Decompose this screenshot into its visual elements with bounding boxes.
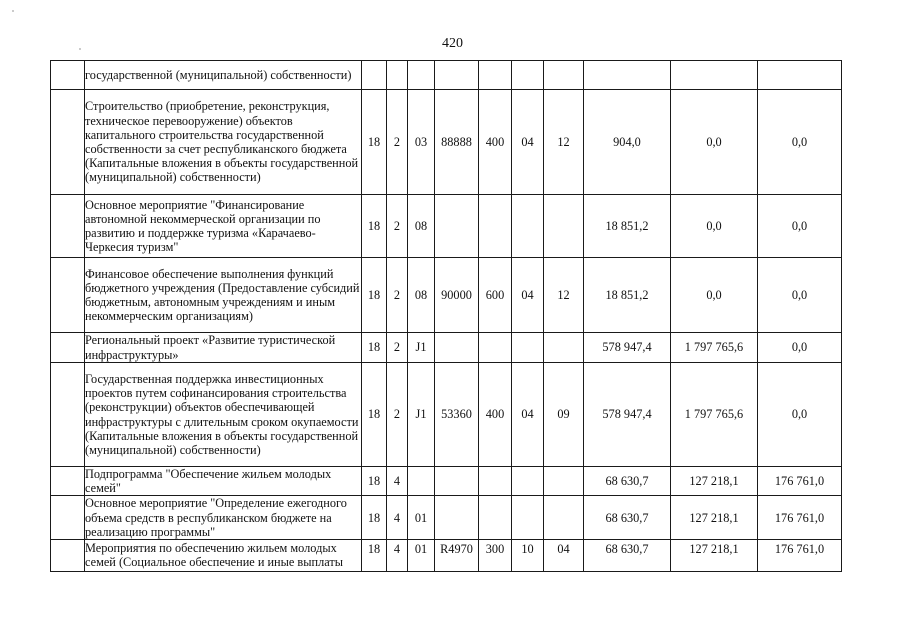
code-ministry: 18: [362, 496, 387, 540]
code-activity: J1: [408, 333, 435, 363]
table-row: [51, 61, 842, 90]
amount-year-1: 68 630,7: [584, 467, 671, 496]
code-subprogram: [387, 61, 408, 90]
code-direction: 88888: [435, 90, 479, 195]
code-section: [512, 61, 544, 90]
amount-year-2: 127 218,1: [671, 540, 758, 572]
row-description: Подпрограмма "Обеспечение жильем молодых семей": [85, 467, 362, 496]
code-ministry: [362, 61, 387, 90]
amount-year-2: 0,0: [671, 90, 758, 195]
row-description: Государственная поддержка инвестиционных проектов путем софинансирования строительства (реконструкции) объектов обеспечивающей инфраструктуры с длительным сроком окупаемости (Капитальные вложения в объекты государственной (муниципальной) собственности): [85, 363, 362, 467]
row-description: государственной (муниципальной) собственности): [85, 61, 362, 90]
code-subsection: [544, 496, 584, 540]
code-expense-type: [479, 467, 512, 496]
code-subprogram: 2: [387, 90, 408, 195]
amount-year-3: 0,0: [758, 363, 842, 467]
amount-year-1: [584, 61, 671, 90]
code-subsection: 09: [544, 363, 584, 467]
code-direction: 53360: [435, 363, 479, 467]
amount-year-1: 18 851,2: [584, 258, 671, 333]
blank-cell: [51, 496, 85, 540]
table-row: [51, 363, 842, 467]
code-section: 04: [512, 363, 544, 467]
table-row: [51, 90, 842, 195]
scan-speck: [12, 10, 14, 12]
code-section: [512, 333, 544, 363]
code-subprogram: 2: [387, 195, 408, 258]
code-subprogram: 4: [387, 540, 408, 572]
code-ministry: 18: [362, 258, 387, 333]
amount-year-2: 0,0: [671, 195, 758, 258]
code-ministry: 18: [362, 195, 387, 258]
row-description: Строительство (приобретение, реконструкция, техническое перевооружение) объектов капитального строительства государственной собственности за счет республиканского бюджета (Капитальные вложения в объекты государственной (муниципальной) собственности): [85, 90, 362, 195]
code-activity: 08: [408, 195, 435, 258]
table-row: [51, 496, 842, 540]
amount-year-3: 0,0: [758, 90, 842, 195]
blank-cell: [51, 333, 85, 363]
code-section: [512, 467, 544, 496]
code-ministry: 18: [362, 333, 387, 363]
code-ministry: 18: [362, 540, 387, 572]
amount-year-3: 176 761,0: [758, 540, 842, 572]
code-section: 04: [512, 258, 544, 333]
code-direction: [435, 496, 479, 540]
row-description: Финансовое обеспечение выполнения функций бюджетного учреждения (Предоставление субсидий бюджетным, автономным учреждениям и иным некоммерческим организациям): [85, 258, 362, 333]
blank-cell: [51, 467, 85, 496]
amount-year-1: 904,0: [584, 90, 671, 195]
amount-year-2: 127 218,1: [671, 496, 758, 540]
table-row: [51, 333, 842, 363]
row-description: Основное мероприятие "Определение ежегодного объема средств в республиканском бюджете на реализацию программы": [85, 496, 362, 540]
amount-year-3: 0,0: [758, 333, 842, 363]
code-ministry: 18: [362, 90, 387, 195]
code-subsection: [544, 333, 584, 363]
code-subsection: 12: [544, 258, 584, 333]
code-activity: [408, 467, 435, 496]
code-direction: [435, 467, 479, 496]
code-expense-type: [479, 333, 512, 363]
code-expense-type: 400: [479, 90, 512, 195]
amount-year-2: 0,0: [671, 258, 758, 333]
code-activity: J1: [408, 363, 435, 467]
amount-year-2: 127 218,1: [671, 467, 758, 496]
table-row: [51, 258, 842, 333]
code-activity: [408, 61, 435, 90]
code-section: 10: [512, 540, 544, 572]
blank-cell: [51, 363, 85, 467]
code-activity: 01: [408, 540, 435, 572]
code-section: [512, 496, 544, 540]
budget-table: [50, 60, 842, 572]
code-subsection: [544, 467, 584, 496]
page-number: 420: [442, 36, 463, 51]
amount-year-2: [671, 61, 758, 90]
blank-cell: [51, 258, 85, 333]
amount-year-3: [758, 61, 842, 90]
amount-year-1: 578 947,4: [584, 363, 671, 467]
code-subprogram: 4: [387, 467, 408, 496]
code-activity: 03: [408, 90, 435, 195]
code-direction: [435, 195, 479, 258]
code-section: 04: [512, 90, 544, 195]
amount-year-2: 1 797 765,6: [671, 333, 758, 363]
amount-year-1: 68 630,7: [584, 540, 671, 572]
row-description: Основное мероприятие "Финансирование автономной некоммерческой организации по развитию и поддержке туризма «Карачаево-Черкесия туризм": [85, 195, 362, 258]
table-row: [51, 540, 842, 572]
row-description: Мероприятия по обеспечению жильем молодых семей (Социальное обеспечение и иные выплаты: [85, 540, 362, 572]
table-row: [51, 195, 842, 258]
blank-cell: [51, 195, 85, 258]
scan-speck: [79, 48, 81, 50]
blank-cell: [51, 90, 85, 195]
code-direction: [435, 61, 479, 90]
code-subprogram: 2: [387, 363, 408, 467]
code-section: [512, 195, 544, 258]
blank-cell: [51, 540, 85, 572]
code-ministry: 18: [362, 363, 387, 467]
code-direction: [435, 333, 479, 363]
code-subprogram: 2: [387, 333, 408, 363]
table-row: [51, 467, 842, 496]
code-expense-type: 600: [479, 258, 512, 333]
code-subsection: [544, 195, 584, 258]
code-subprogram: 2: [387, 258, 408, 333]
code-expense-type: 300: [479, 540, 512, 572]
code-direction: R4970: [435, 540, 479, 572]
code-expense-type: [479, 496, 512, 540]
amount-year-3: 176 761,0: [758, 467, 842, 496]
code-activity: 01: [408, 496, 435, 540]
amount-year-1: 18 851,2: [584, 195, 671, 258]
code-subsection: 12: [544, 90, 584, 195]
code-expense-type: [479, 195, 512, 258]
amount-year-3: 176 761,0: [758, 496, 842, 540]
code-subsection: 04: [544, 540, 584, 572]
code-subsection: [544, 61, 584, 90]
amount-year-3: 0,0: [758, 258, 842, 333]
amount-year-3: 0,0: [758, 195, 842, 258]
code-expense-type: [479, 61, 512, 90]
code-direction: 90000: [435, 258, 479, 333]
code-subprogram: 4: [387, 496, 408, 540]
row-description: Региональный проект «Развитие туристической инфраструктуры»: [85, 333, 362, 363]
code-ministry: 18: [362, 467, 387, 496]
amount-year-1: 578 947,4: [584, 333, 671, 363]
blank-cell: [51, 61, 85, 90]
code-activity: 08: [408, 258, 435, 333]
amount-year-1: 68 630,7: [584, 496, 671, 540]
amount-year-2: 1 797 765,6: [671, 363, 758, 467]
code-expense-type: 400: [479, 363, 512, 467]
